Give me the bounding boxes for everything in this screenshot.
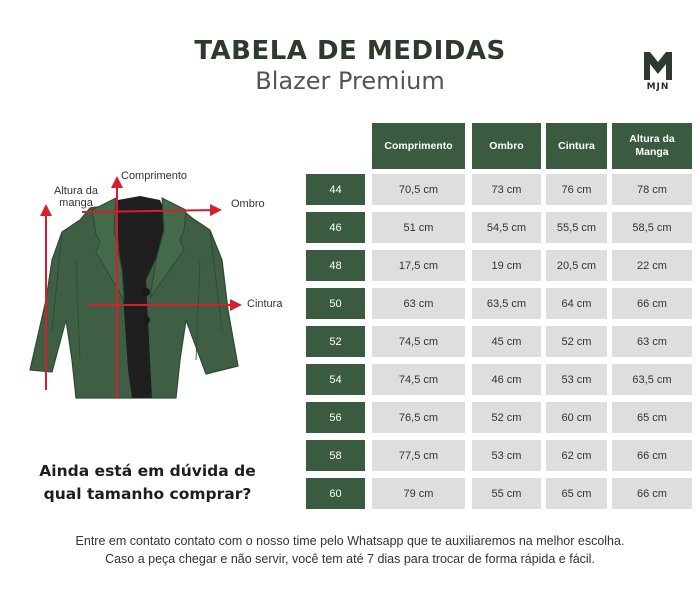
measurement-cell: 66 cm — [612, 288, 692, 319]
measurement-cell: 54,5 cm — [472, 212, 541, 243]
blazer-button-top — [142, 288, 150, 296]
measurement-cell: 53 cm — [546, 364, 607, 395]
size-cell: 58 — [306, 440, 365, 471]
measurement-cell: 64 cm — [546, 288, 607, 319]
size-cell: 56 — [306, 402, 365, 433]
measurement-cell: 22 cm — [612, 250, 692, 281]
measurement-cell: 78 cm — [612, 174, 692, 205]
size-cell: 46 — [306, 212, 365, 243]
column-header-2: Cintura — [546, 123, 607, 169]
measurement-cell: 74,5 cm — [372, 326, 465, 357]
measurement-cell: 70,5 cm — [372, 174, 465, 205]
measurement-cell: 73 cm — [472, 174, 541, 205]
measurement-cell: 76,5 cm — [372, 402, 465, 433]
measurement-cell: 60 cm — [546, 402, 607, 433]
column-header-1: Ombro — [472, 123, 541, 169]
footer-line-1: Entre em contato contato com o nosso time pelo Whatsapp que te auxiliaremos na melhor escolha. — [75, 534, 625, 548]
measurement-cell: 45 cm — [472, 326, 541, 357]
measurement-cell: 66 cm — [612, 478, 692, 509]
measurement-cell: 46 cm — [472, 364, 541, 395]
measurement-cell: 53 cm — [472, 440, 541, 471]
measurement-cell: 52 cm — [546, 326, 607, 357]
blazer-button-bottom — [142, 316, 150, 324]
measurement-cell: 17,5 cm — [372, 250, 465, 281]
measurement-cell: 55 cm — [472, 478, 541, 509]
measurement-cell: 52 cm — [472, 402, 541, 433]
size-cell: 44 — [306, 174, 365, 205]
page-title: TABELA DE MEDIDAS — [194, 36, 506, 66]
measurement-cell: 76 cm — [546, 174, 607, 205]
measurement-cell: 63,5 cm — [472, 288, 541, 319]
measurement-cell: 63 cm — [612, 326, 692, 357]
measurement-cell: 74,5 cm — [372, 364, 465, 395]
measurement-cell: 55,5 cm — [546, 212, 607, 243]
measurement-cell: 58,5 cm — [612, 212, 692, 243]
size-cell: 48 — [306, 250, 365, 281]
page-subtitle: Blazer Premium — [255, 67, 445, 95]
label-ombro: Ombro — [231, 198, 265, 210]
size-cell: 60 — [306, 478, 365, 509]
size-cell: 52 — [306, 326, 365, 357]
measurement-cell: 63 cm — [372, 288, 465, 319]
size-cell: 54 — [306, 364, 365, 395]
footer-line-2: Caso a peça chegar e não servir, você tem até 7 dias para trocar de forma rápida e fácil. — [105, 552, 595, 566]
brand-logo-text: MJN — [646, 82, 670, 92]
measurement-cell: 63,5 cm — [612, 364, 692, 395]
measurement-cell: 66 cm — [612, 440, 692, 471]
measurement-cell: 65 cm — [546, 478, 607, 509]
column-header-3: Altura da Manga — [612, 123, 692, 169]
measurement-cell: 62 cm — [546, 440, 607, 471]
measurement-cell: 20,5 cm — [546, 250, 607, 281]
help-question: Ainda está em dúvida de qual tamanho comprar? — [39, 462, 256, 503]
column-header-0: Comprimento — [372, 123, 465, 169]
label-cintura: Cintura — [247, 298, 283, 310]
measurement-cell: 79 cm — [372, 478, 465, 509]
label-altura-manga: Altura da manga — [53, 185, 99, 209]
size-cell: 50 — [306, 288, 365, 319]
measurement-cell: 19 cm — [472, 250, 541, 281]
measurement-cell: 51 cm — [372, 212, 465, 243]
measurement-cell: 65 cm — [612, 402, 692, 433]
label-comprimento: Comprimento — [121, 170, 188, 182]
measurement-cell: 77,5 cm — [372, 440, 465, 471]
